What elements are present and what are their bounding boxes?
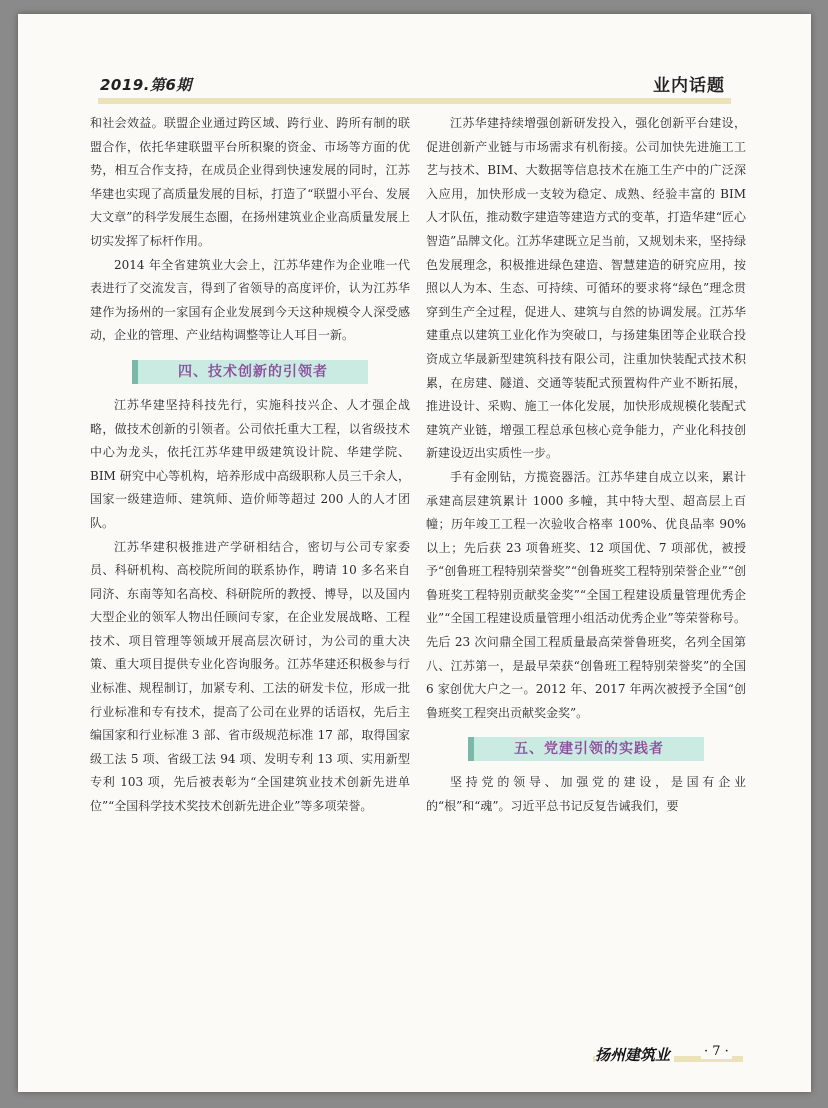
paragraph: 手有金刚钻，方揽瓷器活。江苏华建自成立以来，累计承建高层建筑累计 1000 多幢，其中特大型、超高层上百幢；历年竣工工程一次验收合格率 100%、优良品率 90% 以上；先后获 23 项鲁班奖、12 项国优、7 项部优，被授予“创鲁班工程特别荣誉奖”“创鲁班奖工程特别荣誉企业”“创鲁班奖工程特别贡献奖金奖”“全国工程建设质量管理优秀企业”“全国工程建设质量管理小组活动优秀企业”等荣誉称号。先后 23 次问鼎全国工程质量最高荣誉鲁班奖，名列全国第八、江苏第一，是最早荣获“创鲁班工程特别荣誉奖”的全国 6 家创优大户之一。2012 年、2017 年两次被授予全国“创鲁班奖工程突出贡献奖金奖”。 xyxy=(426,469,746,720)
header-rule xyxy=(98,98,731,104)
section-heading-4: 四、技术创新的引领者 xyxy=(132,360,368,384)
paragraph: 2014 年全省建筑业大会上，江苏华建作为企业唯一代表进行了交流发言，得到了省领导的高度评价，认为江苏华建作为扬州的一家国有企业发展到今天这种规模令人深受感动，企业的管理、产业结构调整等让人耳目一新。 xyxy=(90,257,410,343)
magazine-logo: 扬州建筑业 xyxy=(595,1044,674,1065)
left-column xyxy=(90,112,410,819)
magazine-page xyxy=(18,14,811,1092)
paragraph: 江苏华建持续增强创新研发投入，强化创新平台建设，促进创新产业链与市场需求有机衔接。公司加快先进施工工艺与技术、BIM、大数据等信息技术在施工生产中的广泛深入应用，加快形成一支较为稳定、成熟、经验丰富的 BIM 人才队伍，推动数字建造等建造方式的变革，打造华建“匠心智造”品牌文化。江苏华建既立足当前，又规划未来，坚持绿色发展理念，积极推进绿色建造、智慧建造的研究应用，按照以人为本、生态、可持续、可循环的要求将“绿色”理念贯穿到生产全过程，促进人、建筑与自然的协调发展。江苏华建重点以建筑工业化作为突破口，与扬建集团等企业联合投资成立华晟新型建筑科技有限公司，注重加快装配式技术积累，在房建、隧道、交通等装配式预置构件产业不断拓展，推进设计、采购、施工一体化发展，加快形成规模化装配式建筑产业链，增强工程总承包核心竞争能力，产业化科技创新建设迈出实质性一步。 xyxy=(426,116,746,461)
section-label: 业内话题 xyxy=(653,76,725,96)
section-heading-5: 五、党建引领的实践者 xyxy=(468,737,704,761)
issue-label: 2019.第6期 xyxy=(100,76,192,94)
page-number: · 7 · xyxy=(701,1044,732,1059)
paragraph: 江苏华建积极推进产学研相结合，密切与公司专家委员、科研机构、高校院所间的联系协作，聘请 10 多名来自同济、东南等知名高校、科研院所的教授、博导，以及国内大型企业的领军人物出任顾问专家，在企业发展战略、工程技术、项目管理等领域开展高层次研讨，为公司的重大决策、重大项目提供专业化咨询服务。江苏华建还积极参与行业标准、规程制订，加紧专利、工法的研发卡位，形成一批行业标准和专有技术，提高了公司在业界的话语权，先后主编国家和行业标准 3 部、省市级规范标准 17 部，取得国家级工法 5 项、省级工法 94 项、发明专利 13 项、实用新型专利 103 项，先后被表彰为“全国建筑业技术创新先进单位”“全国科学技术奖技术创新先进企业”等多项荣誉。 xyxy=(90,539,410,814)
paragraph: 坚持党的领导、加强党的建设，是国有企业的“根”和“魂”。习近平总书记反复告诫我们，要 xyxy=(426,775,746,814)
paragraph: 江苏华建坚持科技先行，实施科技兴企、人才强企战略，做技术创新的引领者。公司依托重大工程，以省级技术中心为龙头，依托江苏华建甲级建筑设计院、华建学院、BIM 研究中心等机构，培养形成中高级职称人员三千余人，国家一级建造师、建筑师、造价师等超过 200 人的人才团队。 xyxy=(90,397,410,530)
page-footer xyxy=(593,1044,743,1066)
right-column xyxy=(426,112,746,819)
paragraph: 和社会效益。联盟企业通过跨区域、跨行业、跨所有制的联盟合作，依托华建联盟平台所积聚的资金、市场等方面的优势，相互合作支持，在成员企业得到快速发展的同时，江苏华建也实现了高质量发展的目标，打造了“联盟小平台、发展大文章”的科学发展生态圈，在扬州建筑业企业高质量发展上切实发挥了标杆作用。 xyxy=(90,116,410,248)
